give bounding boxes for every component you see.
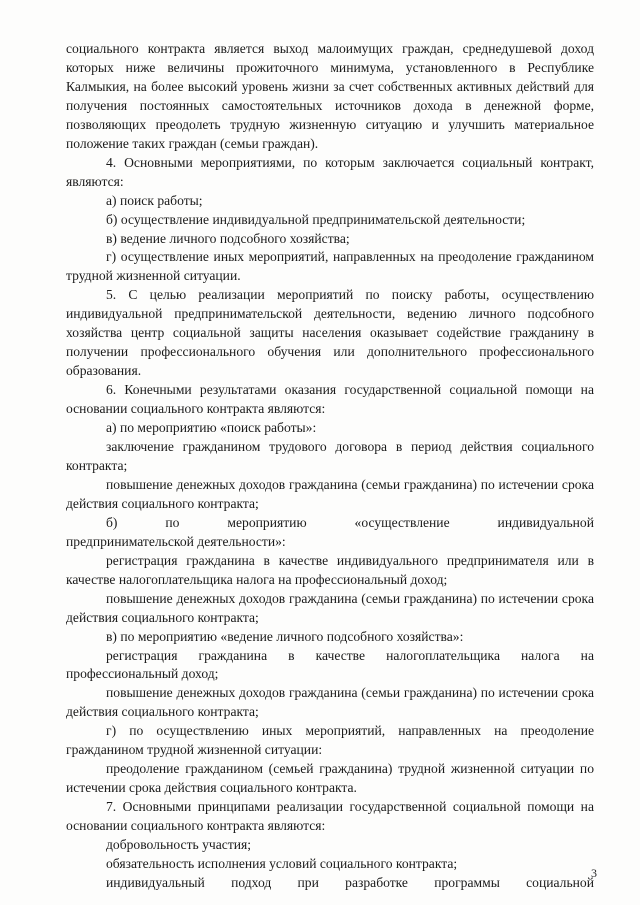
paragraph: б) по мероприятию «осуществление индивидуальной предпринимательской деятельности»: — [66, 514, 594, 549]
paragraph: в) по мероприятию «ведение личного подсобного хозяйства»: — [106, 628, 464, 644]
paragraph: 6. Конечными результатами оказания государственной социальной помощи на основании социального контракта являются: — [66, 382, 594, 417]
page-number: 3 — [591, 866, 597, 880]
paragraph: г) по осуществлению иных мероприятий, направленных на преодоление гражданином трудной жизненной ситуации: — [66, 723, 594, 758]
paragraph: социального контракта является выход малоимущих граждан, среднедушевой доход которых ниже величины прожиточного минимума, установленного в Республике Калмыкия, на более высокий уровень жизни за счет собственных активных действий для получения постоянных самостоятельных источников дохода в денежной форме, позволяющих преодолеть трудную жизненную ситуацию и улучшить материальное положение таких граждан (семьи граждан). — [66, 41, 594, 151]
paragraph: повышение денежных доходов гражданина (семьи гражданина) по истечении срока действия социального контракта; — [66, 476, 594, 511]
paragraph: г) осуществление иных мероприятий, направленных на преодоление гражданином трудной жизненной ситуации. — [66, 249, 594, 284]
paragraph: индивидуальный подход при разработке программы социальной — [106, 874, 594, 890]
paragraph: 4. Основными мероприятиями, по которым заключается социальный контракт, являются: — [66, 154, 594, 189]
paragraph: в) ведение личного подсобного хозяйства; — [106, 230, 350, 246]
paragraph: б) осуществление индивидуальной предпринимательской деятельности; — [106, 211, 526, 227]
paragraph: повышение денежных доходов гражданина (семьи гражданина) по истечении срока действия социального контракта; — [66, 685, 594, 720]
paragraph: регистрация гражданина в качестве индивидуального предпринимателя или в качестве налогоплательщика налога на профессиональный доход; — [66, 552, 594, 587]
paragraph: 7. Основными принципами реализации государственной социальной помощи на основании социального контракта являются: — [66, 799, 594, 834]
paragraph: добровольность участия; — [106, 837, 252, 853]
paragraph: повышение денежных доходов гражданина (семьи гражданина) по истечении срока действия социального контракта; — [66, 590, 594, 625]
paragraph: 5. С целью реализации мероприятий по поиску работы, осуществлению индивидуальной предпринимательской деятельности, ведению личного подсобного хозяйства центр социальной защиты населения оказывает содействие гражданину в получении профессионального обучения или дополнительного профессионального образования. — [66, 287, 594, 379]
paragraph: заключение гражданином трудового договора в период действия социального контракта; — [66, 439, 594, 473]
paragraph: преодоление гражданином (семьей гражданина) трудной жизненной ситуации по истечении срока действия социального контракта. — [66, 761, 594, 796]
paragraph: обязательность исполнения условий социального контракта; — [106, 855, 458, 871]
document-body — [66, 40, 594, 893]
paragraph: а) по мероприятию «поиск работы»: — [106, 420, 317, 436]
paragraph: а) поиск работы; — [106, 192, 203, 208]
paragraph: регистрация гражданина в качестве налогоплательщика налога на профессиональный доход; — [66, 647, 594, 682]
